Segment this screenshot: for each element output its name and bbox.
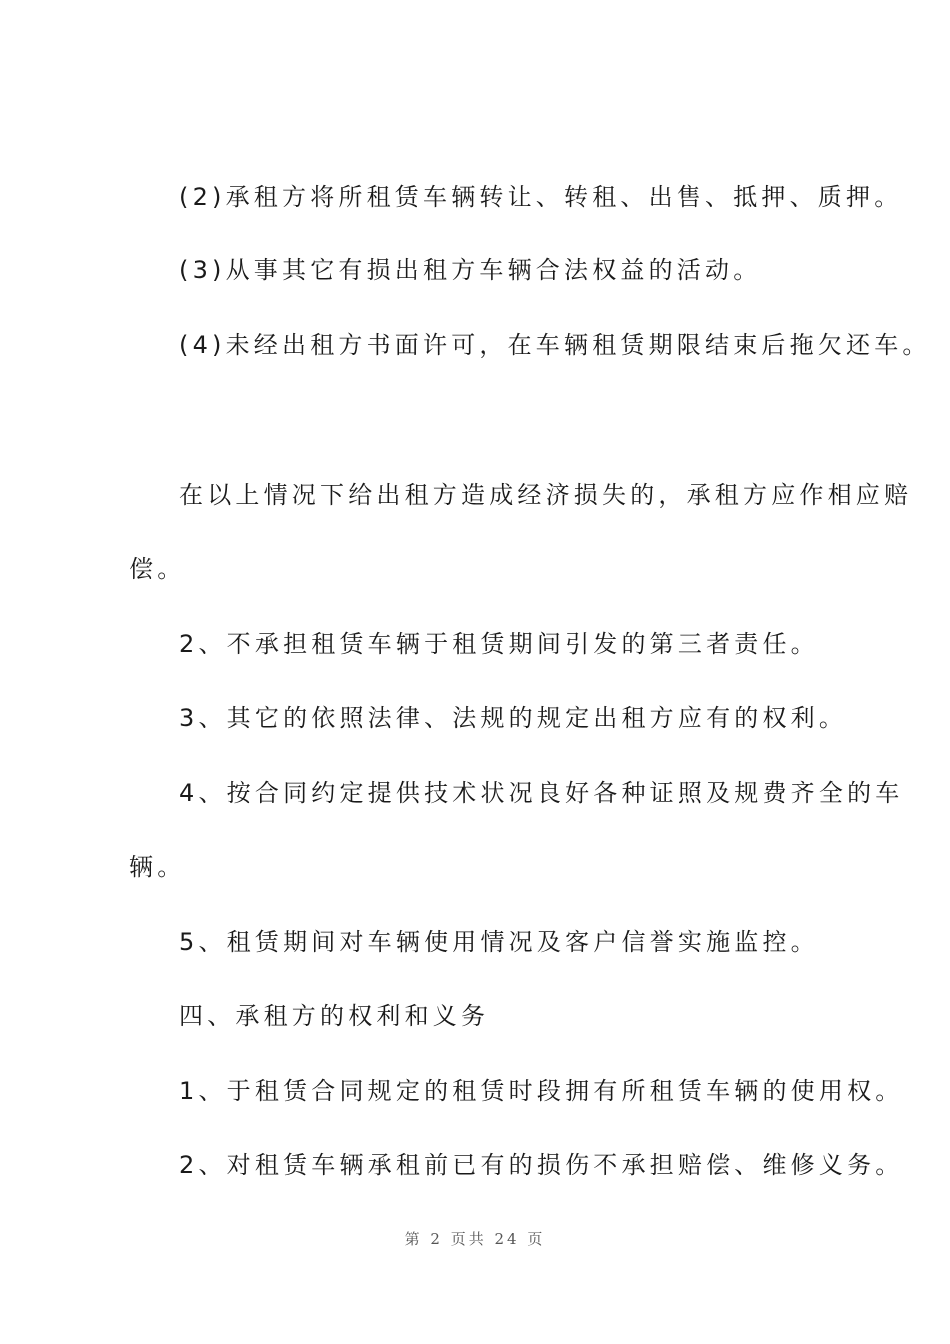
item-4-provide-vehicle-line-2: 辆。 xyxy=(129,853,186,881)
page-number-footer: 第 2 页共 24 页 xyxy=(404,1230,546,1248)
compensation-paragraph-line-2: 偿。 xyxy=(129,555,186,583)
section-heading-lessee-rights: 四、承租方的权利和义务 xyxy=(179,1002,490,1030)
compensation-paragraph-line-1: 在以上情况下给出租方造成经济损失的，承租方应作相应赔 xyxy=(179,481,913,509)
clause-2-transfer-prohibition: (2)承租方将所租赁车辆转让、转租、出售、抵押、质押。 xyxy=(179,183,903,211)
clause-4-late-return: (4)未经出租方书面许可，在车辆租赁期限结束后拖欠还车。 xyxy=(179,331,931,359)
lessee-item-2-prior-damage: 2、对租赁车辆承租前已有的损伤不承担赔偿、维修义务。 xyxy=(179,1151,904,1179)
item-5-monitoring: 5、租赁期间对车辆使用情况及客户信誉实施监控。 xyxy=(179,928,819,956)
item-2-third-party-liability: 2、不承担租赁车辆于租赁期间引发的第三者责任。 xyxy=(179,630,819,658)
clause-3-infringement: (3)从事其它有损出租方车辆合法权益的活动。 xyxy=(179,256,762,284)
item-4-provide-vehicle-line-1: 4、按合同约定提供技术状况良好各种证照及规费齐全的车 xyxy=(179,779,904,807)
lessee-item-1-usage-right: 1、于租赁合同规定的租赁时段拥有所租赁车辆的使用权。 xyxy=(179,1077,904,1105)
item-3-other-rights: 3、其它的依照法律、法规的规定出租方应有的权利。 xyxy=(179,704,848,732)
